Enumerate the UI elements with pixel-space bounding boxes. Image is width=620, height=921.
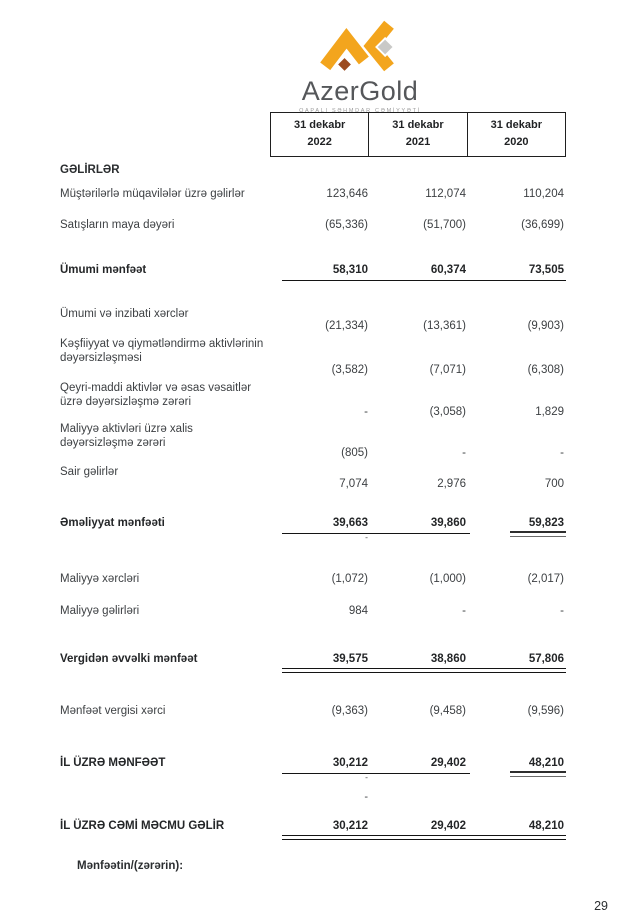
financial-statement-table bbox=[60, 112, 566, 873]
row-label: Qeyri-maddi aktivlər və əsas vəsaitlər üzrə dəyərsizləşmə zərəri bbox=[60, 382, 252, 408]
azergold-logo-mark bbox=[317, 18, 403, 76]
cell-2020: 57,806 bbox=[528, 653, 564, 665]
row-label: GƏLİRLƏR bbox=[60, 164, 120, 176]
logo bbox=[298, 18, 422, 114]
table-row bbox=[60, 422, 566, 460]
table-row bbox=[60, 704, 566, 718]
table-row bbox=[60, 307, 566, 333]
cell-2021: 29,402 bbox=[430, 757, 466, 769]
cell-2020: 73,505 bbox=[528, 264, 564, 276]
cell-2021: (7,071) bbox=[429, 364, 466, 376]
cell-2022: - bbox=[365, 532, 368, 542]
table-column-headers bbox=[270, 112, 566, 157]
row-values bbox=[270, 187, 566, 201]
row-label: İL ÜZRƏ CƏMİ MƏCMU GƏLİR bbox=[60, 820, 225, 832]
cell-2022: 39,663 bbox=[332, 517, 368, 529]
cell-2020: - bbox=[560, 447, 564, 459]
cell-2021: 38,860 bbox=[430, 653, 466, 665]
cell-2020: 700 bbox=[544, 478, 564, 490]
cell-2020: 1,829 bbox=[535, 406, 564, 418]
row-values bbox=[270, 652, 566, 666]
cell-2021 bbox=[370, 791, 468, 803]
row-label: Mənfəət vergisi xərci bbox=[60, 705, 166, 717]
column-header-2022 bbox=[271, 113, 368, 156]
cell-2022: (1,072) bbox=[331, 573, 368, 585]
row-values bbox=[270, 446, 566, 460]
column-header-2020 bbox=[467, 113, 565, 156]
table-row bbox=[60, 465, 566, 491]
table-row bbox=[60, 218, 566, 232]
cell-2020 bbox=[468, 773, 566, 781]
row-values bbox=[270, 819, 566, 833]
row-values bbox=[270, 405, 566, 419]
row-values bbox=[270, 363, 566, 377]
row-label: Müştərilərlə müqavilələr üzrə gəlirlər bbox=[60, 188, 245, 200]
row-label: Mənfəətin/(zərərin): bbox=[77, 860, 184, 872]
table-row bbox=[60, 533, 566, 541]
table-row bbox=[60, 756, 566, 770]
cell-2021: (1,000) bbox=[429, 573, 466, 585]
row-values bbox=[270, 791, 566, 803]
cell-2022: 123,646 bbox=[326, 188, 368, 200]
row-values bbox=[270, 604, 566, 618]
cell-2020: (2,017) bbox=[527, 573, 564, 585]
table-row bbox=[60, 516, 566, 530]
sum-rule bbox=[282, 280, 566, 281]
table-row bbox=[60, 819, 566, 833]
cell-2022: - bbox=[364, 791, 368, 803]
cell-2020: (6,308) bbox=[527, 364, 564, 376]
cell-2021: 39,860 bbox=[430, 517, 466, 529]
cell-2021: - bbox=[462, 605, 466, 617]
row-label: Maliyyə gəlirləri bbox=[60, 605, 140, 617]
column-header-year: 2020 bbox=[504, 136, 529, 148]
row-values bbox=[270, 704, 566, 718]
row-label: Maliyyə xərcləri bbox=[60, 573, 140, 585]
page-number: 29 bbox=[594, 899, 608, 913]
row-label: Maliyyə aktivləri üzrə xalis dəyərsizləşmə zərəri bbox=[60, 423, 193, 449]
cell-2020: - bbox=[560, 605, 564, 617]
sum-rule bbox=[282, 835, 566, 840]
cell-2020: 48,210 bbox=[528, 757, 564, 769]
table-row bbox=[60, 187, 566, 201]
cell-2022: 7,074 bbox=[339, 478, 368, 490]
cell-2020: 48,210 bbox=[528, 820, 564, 832]
row-label: Kəşfiiyyat və qiymətləndirmə aktivlərinin dəyərsizləşməsi bbox=[60, 338, 264, 364]
cell-2022: (3,582) bbox=[331, 364, 368, 376]
cell-2020: 110,204 bbox=[523, 188, 564, 200]
cell-2021: (3,058) bbox=[429, 406, 466, 418]
cell-2022: - bbox=[364, 406, 368, 418]
row-values bbox=[270, 477, 566, 491]
row-values bbox=[270, 516, 566, 530]
column-header-date: 31 dekabr bbox=[293, 119, 346, 131]
cell-2021: (9,458) bbox=[429, 705, 466, 717]
row-values bbox=[270, 773, 566, 781]
cell-2022: 984 bbox=[348, 605, 368, 617]
brand-subtitle: QAPALI SƏHMDAR CƏMİYYƏTİ bbox=[299, 108, 421, 114]
table-rows bbox=[60, 163, 566, 873]
cell-2020: 59,823 bbox=[528, 517, 564, 529]
row-label: İL ÜZRƏ MƏNFƏƏT bbox=[60, 757, 166, 769]
cell-2020 bbox=[468, 791, 566, 803]
column-header-2021 bbox=[368, 113, 466, 156]
brand-name: AzerGold bbox=[301, 76, 419, 106]
cell-2022: (805) bbox=[341, 447, 368, 459]
row-label: Ümumi və inzibati xərclər bbox=[60, 308, 189, 320]
column-header-date: 31 dekabr bbox=[490, 119, 542, 131]
cell-2022: 30,212 bbox=[332, 820, 368, 832]
cell-2022: (9,363) bbox=[331, 705, 368, 717]
row-label: Satışların maya dəyəri bbox=[60, 219, 175, 231]
cell-2021: 112,074 bbox=[425, 188, 466, 200]
table-row bbox=[60, 263, 566, 277]
cell-2022: 30,212 bbox=[332, 757, 368, 769]
table-row bbox=[60, 652, 566, 666]
cell-2022: 58,310 bbox=[332, 264, 368, 276]
cell-2022: 39,575 bbox=[332, 653, 368, 665]
table-row bbox=[60, 572, 566, 586]
cell-2021: 60,374 bbox=[430, 264, 466, 276]
table-row bbox=[60, 163, 566, 177]
row-values bbox=[270, 319, 566, 333]
column-header-date: 31 dekabr bbox=[392, 119, 444, 131]
cell-2021: 2,976 bbox=[437, 478, 466, 490]
table-row bbox=[60, 381, 566, 419]
cell-2021: - bbox=[462, 447, 466, 459]
row-values bbox=[270, 218, 566, 232]
row-label: Ümumi mənfəət bbox=[60, 264, 147, 276]
cell-2021 bbox=[370, 533, 468, 541]
table-row bbox=[60, 791, 566, 803]
row-values bbox=[270, 263, 566, 277]
table-row bbox=[60, 773, 566, 781]
cell-2022: - bbox=[365, 772, 368, 782]
row-values bbox=[270, 756, 566, 770]
cell-2021: 29,402 bbox=[430, 820, 466, 832]
cell-2020: (9,596) bbox=[527, 705, 564, 717]
column-header-year: 2022 bbox=[307, 136, 332, 148]
cell-2020: (36,699) bbox=[521, 219, 564, 231]
cell-2022: (21,334) bbox=[325, 320, 368, 332]
cell-2020: (9,903) bbox=[527, 320, 564, 332]
sum-rule bbox=[282, 668, 566, 673]
table-row bbox=[60, 337, 566, 377]
table-row bbox=[60, 604, 566, 618]
cell-2021: (51,700) bbox=[423, 219, 466, 231]
table-row bbox=[60, 859, 566, 873]
row-values bbox=[270, 533, 566, 541]
row-label: Vergidən əvvəlki mənfəət bbox=[60, 653, 198, 665]
row-label: Sair gəlirlər bbox=[60, 466, 119, 478]
cell-2021: (13,361) bbox=[423, 320, 466, 332]
row-label: Əməliyyat mənfəəti bbox=[60, 517, 165, 529]
cell-2022: (65,336) bbox=[325, 219, 368, 231]
column-header-year: 2021 bbox=[405, 136, 431, 148]
row-values bbox=[270, 572, 566, 586]
cell-2021 bbox=[370, 773, 468, 781]
cell-2020 bbox=[468, 533, 566, 541]
